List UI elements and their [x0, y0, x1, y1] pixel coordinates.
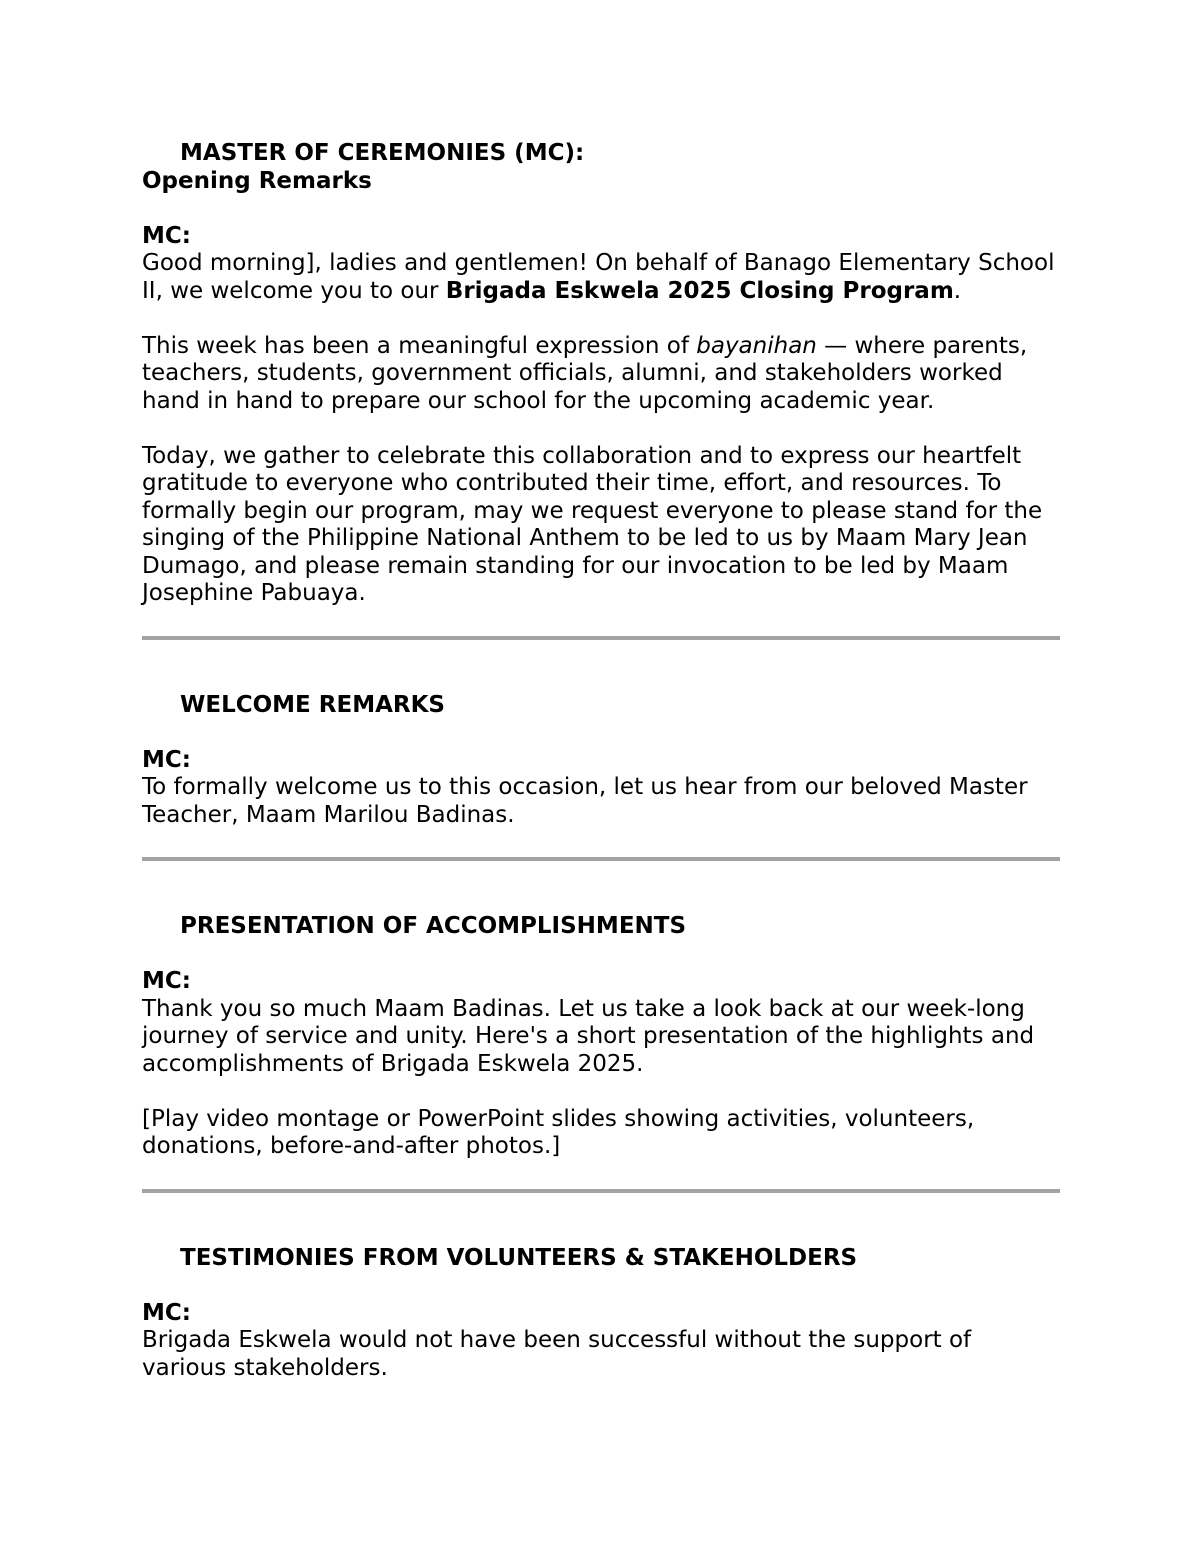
paragraph-text: — where parents, teachers, students, government officials, alumni, and stakeholders worked hand in hand to prepare our school for the upcoming academic year. [142, 332, 1028, 414]
section-heading: PRESENTATION OF ACCOMPLISHMENTS [180, 913, 687, 939]
section-heading: TESTIMONIES FROM VOLUNTEERS & STAKEHOLDERS [180, 1244, 858, 1271]
paragraph [142, 250, 1060, 305]
paragraph: To formally welcome us to this occasion, let us hear from our beloved Master Teacher, Maam Marilou Badinas. [142, 774, 1028, 828]
paragraph: Thank you so much Maam Badinas. Let us take a look back at our week-long journey of service and unity. Here's a short presentation of the highlights and accomplishments of Brigada Eskwela 2025. [142, 995, 1035, 1077]
paragraph: Today, we gather to celebrate this collaboration and to express our heartfelt gratitude to everyone who contributed their time, effort, and resources. To formally begin our program, may we request everyone to please stand for the singing of the Philippine National Anthem to be led to us by Maam Mary Jean Dumago, and please remain standing for our invocation to be led by Maam Josephine Pabuaya. [142, 442, 1043, 606]
speaker-label: MC: [142, 746, 191, 773]
speaker-label: MC: [142, 1299, 191, 1326]
emphasis-text: bayanihan [696, 332, 817, 359]
section-opening [142, 140, 1060, 608]
paragraph-text: . [953, 277, 962, 304]
paragraph [142, 333, 1060, 416]
section-accomplishments [142, 913, 1060, 1161]
section-heading: WELCOME REMARKS [180, 691, 445, 718]
paragraph: Brigada Eskwela would not have been successful without the support of various stakeholders. [142, 1327, 972, 1381]
paragraph-text: This week has been a meaningful expression of [142, 332, 697, 359]
speaker-label: MC: [142, 968, 191, 994]
section-testimonies [142, 1245, 1060, 1383]
paragraph: [Play video montage or PowerPoint slides showing activities, volunteers, donations, before-and-after photos.] [142, 1105, 975, 1159]
section-heading: MASTER OF CEREMONIES (MC): [180, 140, 585, 166]
speaker-label: MC: [142, 222, 191, 249]
program-title: Brigada Eskwela 2025 Closing Program [445, 277, 954, 304]
section-subheading: Opening Remarks [142, 167, 372, 194]
document-page [142, 140, 1060, 1382]
section-welcome [142, 692, 1060, 830]
paragraph-text: Good morning], ladies and gentlemen! On behalf of Banago Elementary School II, we welcome you to our [142, 250, 1055, 304]
